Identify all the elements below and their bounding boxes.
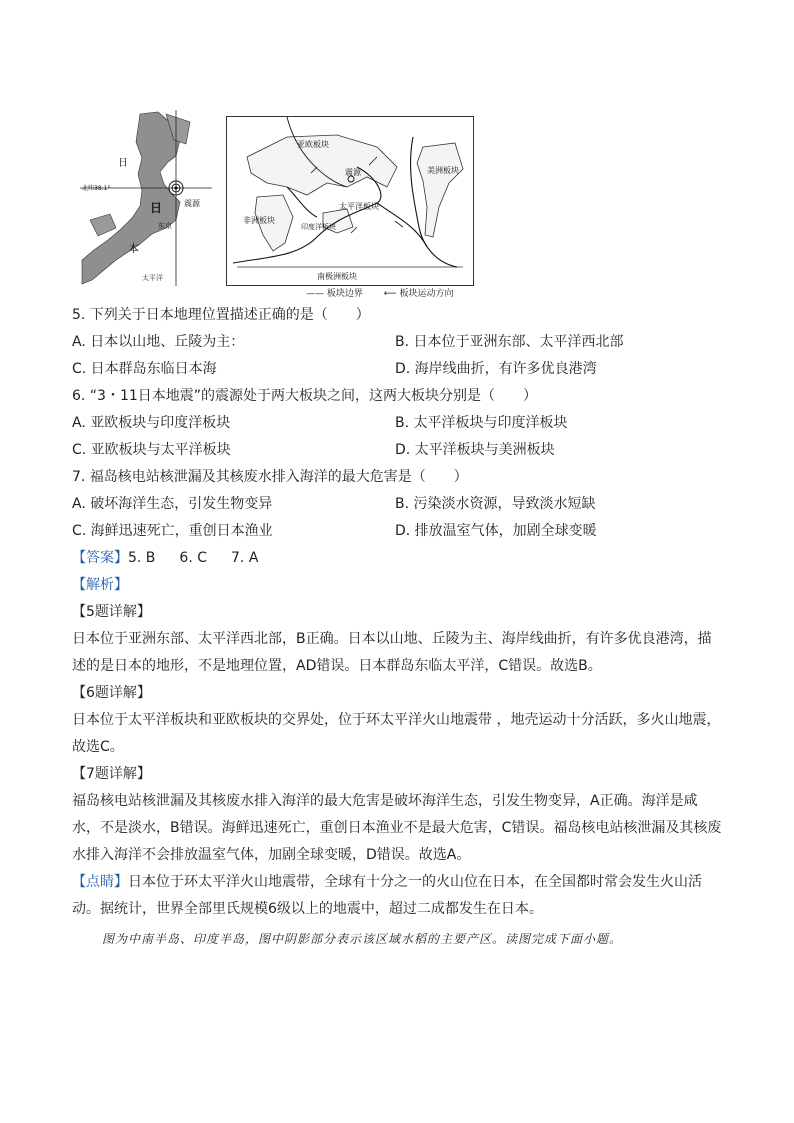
label-africa: 非洲板块 xyxy=(243,216,275,225)
tip-text: 日本位于环太平洋火山地震带，全球有十分之一的火山位在日本，在全国都时常会发生火山活动。据统计，世界全部里氏规模6级以上的地震中，超过二成都发生在日本。 xyxy=(72,874,702,917)
answer-6: 6. C xyxy=(179,550,208,566)
option-6d: D. 太平洋板块与美洲板块 xyxy=(395,442,555,458)
q6-detail-label: 【6题详解】 xyxy=(72,685,151,701)
question-6-options-2 xyxy=(72,437,722,464)
label-antarctic: 南极洲板块 xyxy=(317,272,357,281)
answer-line xyxy=(72,545,722,572)
legend-boundary: —— 板块边界 xyxy=(306,289,363,299)
answer-7: 7. A xyxy=(231,550,259,566)
q7-detail-label: 【7题详解】 xyxy=(72,766,151,782)
q7-detail-text: 福岛核电站核泄漏及其核废水排入海洋的最大危害是破坏海洋生态，引发生物变异，A正确。海洋是咸水，不是淡水，B错误。海鲜迅速死亡，重创日本渔业不是最大危害，C错误。福岛核电站核泄漏及其核废水排入海洋不会排放温室气体，加剧全球变暖，D错误。故选A。 xyxy=(72,793,722,863)
label-indo: 印度洋板块 xyxy=(301,223,336,231)
question-7-options-2 xyxy=(72,518,722,545)
label-japan1: 日 xyxy=(150,201,163,215)
option-5d: D. 海岸线曲折，有许多优良港湾 xyxy=(395,361,597,377)
question-6-stem: 6. “3・11日本地震”的震源处于两大板块之间，这两大板块分别是（ ） xyxy=(72,388,538,404)
q5-detail-label: 【5题详解】 xyxy=(72,604,151,620)
option-6c: C. 亚欧板块与太平洋板块 xyxy=(72,442,231,458)
label-pacific: 太平洋 xyxy=(142,274,163,282)
option-5c: C. 日本群岛东临日本海 xyxy=(72,361,217,377)
label-eurasia: 亚欧板块 xyxy=(297,140,329,149)
label-america: 美洲板块 xyxy=(427,166,459,175)
option-7a: A. 破坏海洋生态，引发生物变异 xyxy=(72,496,273,512)
option-7d: D. 排放温室气体，加剧全球变暖 xyxy=(395,523,597,539)
question-6-options xyxy=(72,410,722,437)
label-lat: 北纬38.1° xyxy=(82,185,111,192)
analysis-label: 【解析】 xyxy=(72,577,128,593)
question-5-options-2 xyxy=(72,356,722,383)
option-6b: B. 太平洋板块与印度洋板块 xyxy=(395,415,568,431)
tip-label: 【点睛】 xyxy=(72,874,128,890)
question-5-stem: 5. 下列关于日本地理位置描述正确的是（ ） xyxy=(72,307,370,323)
answer-label: 【答案】 xyxy=(72,550,128,566)
label-epicenter: 震源 xyxy=(184,199,200,208)
option-7c: C. 海鲜迅速死亡，重创日本渔业 xyxy=(72,523,273,539)
option-6a: A. 亚欧板块与印度洋板块 xyxy=(72,415,231,431)
question-7-stem: 7. 福岛核电站核泄漏及其核废水排入海洋的最大危害是（ ） xyxy=(72,469,468,485)
option-7b: B. 污染淡水资源，导致淡水短缺 xyxy=(395,496,596,512)
plates-map xyxy=(226,116,474,286)
content xyxy=(72,302,722,923)
tip-paragraph xyxy=(72,869,722,923)
question-7-options xyxy=(72,491,722,518)
option-5b: B. 日本位于亚洲东部、太平洋西北部 xyxy=(395,334,624,350)
answer-5: 5. B xyxy=(128,550,156,566)
q6-detail-text: 日本位于太平洋板块和亚欧板块的交界处，位于环太平洋火山地震带 ，地壳运动十分活跃，多火山地震，故选C。 xyxy=(72,712,721,755)
label-pacific-plate: 太平洋板块 xyxy=(339,202,379,211)
label-sea: 日 xyxy=(118,158,128,169)
label-honshu: 本 xyxy=(128,242,139,255)
map-legend xyxy=(306,286,472,299)
next-section-note: 图为中南半岛、印度半岛，图中阴影部分表示该区域水稻的主要产区。读图完成下面小题。 xyxy=(102,932,623,946)
question-5-options xyxy=(72,329,722,356)
figure xyxy=(80,110,480,299)
legend-movement: ⟵ 板块运动方向 xyxy=(383,289,454,299)
q5-detail-text: 日本位于亚洲东部、太平洋西北部，B正确。日本以山地、丘陵为主、海岸线曲折，有许多优良港湾，描述的是日本的地形，不是地理位置，AD错误。日本群岛东临太平洋，C错误。故选B。 xyxy=(72,631,712,674)
japan-map xyxy=(80,110,212,286)
label-epicenter-right: 震源 xyxy=(345,168,361,177)
option-5a: A. 日本以山地、丘陵为主： xyxy=(72,334,245,350)
label-tokyo: 东京 xyxy=(158,222,172,230)
